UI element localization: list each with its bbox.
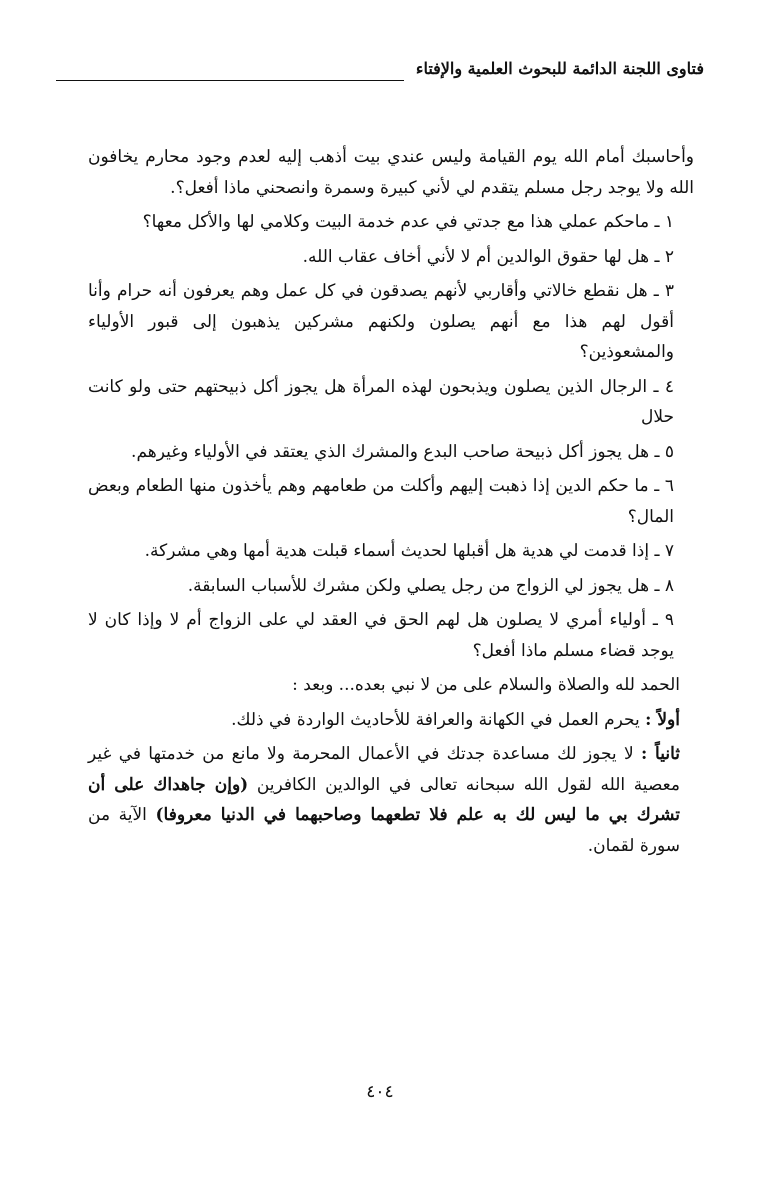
answer-second-label: ثانياً : (640, 744, 681, 764)
question-item-7: ٧ ـ إذا قدمت لي هدية هل أقبلها لحديث أسماء قبلت هدية أمها وهي مشركة. (144, 541, 674, 561)
answer-first-text: يحرم العمل في الكهانة والعرافة للأحاديث الواردة في ذلك. (231, 709, 640, 730)
answer-second (88, 739, 694, 861)
question-item-9: ٩ ـ أولياء أمري لا يصلون هل لهم الحق في العقد لي على الزواج أم لا وإذا كان لا يوجد قضاء مسلم ماذا أفعل؟ (88, 610, 674, 661)
running-header (56, 56, 704, 86)
quran-quote: (وإن جاهداك على أن تشرك بي ما ليس لك به علم فلا تطعهما وصاحبهما في الدنيا معروفا) (88, 774, 681, 825)
question-item-4: ٤ ـ الرجال الذين يصلون ويذبحون لهذه المرأة هل يجوز أكل ذبيحتهم حتى ولو كانت حلال (88, 376, 674, 427)
answer-first-label: أولاً : (645, 709, 680, 730)
page-number: ٤٠٤ (366, 1082, 394, 1102)
answer-first (88, 705, 694, 736)
answer-opening: الحمد لله والصلاة والسلام على من لا نبي بعده... وبعد : (292, 675, 680, 695)
running-title: فتاوى اللجنة الدائمة للبحوث العلمية والإفتاء (415, 59, 704, 78)
question-item-2: ٢ ـ هل لها حقوق الوالدين أم لا لأني أخاف عقاب الله. (302, 246, 674, 267)
header-rule (56, 80, 404, 81)
question-item-3: ٣ ـ هل نقطع خالاتي وأقاربي لأنهم يصدقون في كل عمل وهم يعرفون أنه حرام وأنا أقول لهم هذا مع أنهم يصلون ولكنهم مشركين يذهبون إلى قبور الأولياء والمشعوذين؟ (88, 281, 675, 362)
question-item-8: ٨ ـ هل يجوز لي الزواج من رجل يصلي ولكن مشرك للأسباب السابقة. (187, 575, 674, 596)
answer-second-text: لا يجوز لك مساعدة جدتك في الأعمال المحرمة ولا مانع من خدمتها في غير معصية الله لقول الله سبحانه تعالى في الوالدين الكافرين (88, 744, 680, 795)
question-item-6: ٦ ـ ما حكم الدين إذا ذهبت إليهم وأكلت من طعامهم وهم يأخذون منها الطعام وبعض المال؟ (88, 476, 674, 527)
quran-source: الآية من سورة لقمان. (88, 805, 680, 856)
question-item-1: ١ ـ ماحكم عملي هذا مع جدتي في عدم خدمة البيت وكلامي لها والأكل معها؟ (142, 212, 674, 232)
question-intro: وأحاسبك أمام الله يوم القيامة وليس عندي بيت أذهب إليه لعدم وجود محارم يخافون الله ولا يوجد رجل مسلم يتقدم لي لأني كبيرة وسمرة وانصحني ماذا أفعل؟. (88, 147, 694, 198)
question-item-5: ٥ ـ هل يجوز أكل ذبيحة صاحب البدع والمشرك الذي يعتقد في الأولياء وغيرهم. (131, 441, 674, 462)
page-body (88, 142, 694, 865)
